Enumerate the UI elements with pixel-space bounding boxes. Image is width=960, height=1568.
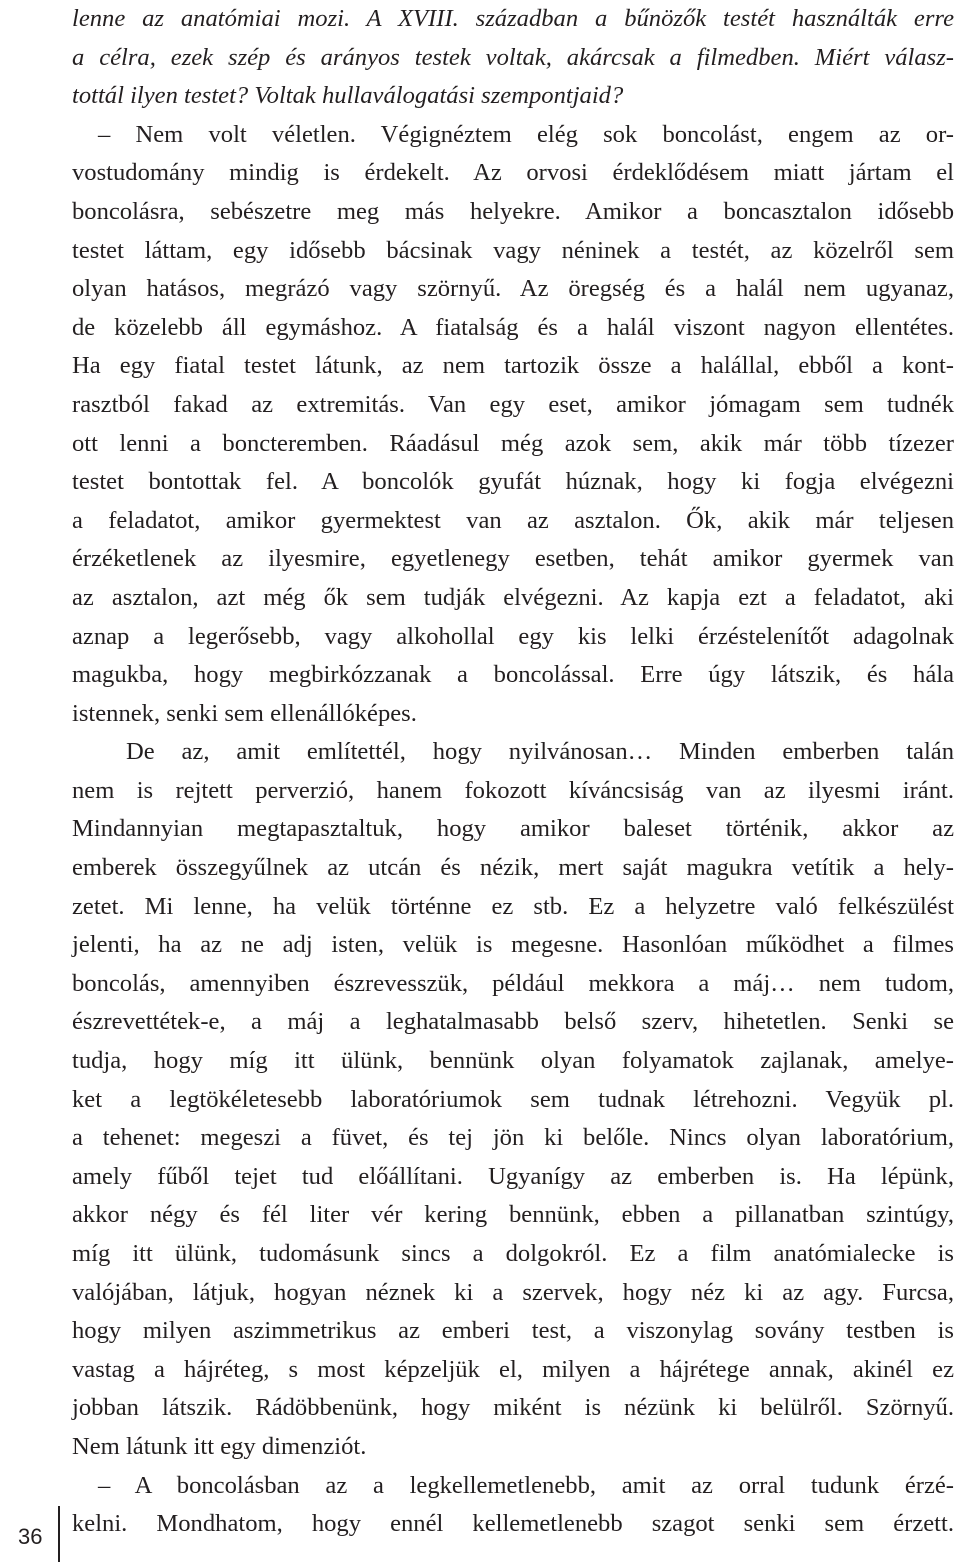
page-number-divider [58, 1506, 60, 1562]
text-line: aznap a legerősebb, vagy alkohollal egy kis lelki érzéstelenítőt adagolnak [72, 622, 954, 650]
text-line: Ha egy fiatal testet látunk, az nem tartozik össze a halállal, ebből a kont- [72, 352, 954, 380]
text-line: tudja, hogy míg itt ülünk, bennünk olyan folyamatok zajlanak, amelye- [72, 1047, 954, 1075]
page-number: 36 [18, 1524, 43, 1549]
book-page [72, 0, 954, 1568]
text-line: akkor négy és fél liter vér kering bennünk, ebben a pillanatban szintúgy, [72, 1201, 954, 1229]
text-line: ott lenni a boncteremben. Ráadásul még azok sem, akik már több tízezer [72, 429, 954, 457]
text-line: boncolásra, sebészetre meg más helyekre. Amikor a boncasztalon idősebb [72, 197, 954, 225]
text-line: – A boncolásban az a legkellemetlenebb, amit az orral tudunk érzé- [98, 1471, 954, 1499]
text-line: a feladatot, amikor gyermektest van az asztalon. Ők, akik már teljesen [72, 506, 954, 534]
text-line: a célra, ezek szép és arányos testek voltak, akárcsak a filmedben. Miért válasz- [72, 43, 954, 71]
text-line: jobban látszik. Rádöbbenünk, hogy miként is nézünk ki belülről. Szörnyű. [72, 1394, 954, 1422]
text-line: kelni. Mondhatom, hogy ennél kellemetlenebb szagot senki sem érzett. [72, 1510, 954, 1538]
text-line: – Nem volt véletlen. Végignéztem elég sok boncolást, engem az or- [98, 120, 954, 148]
text-line: vastag a hájréteg, s most képzeljük el, milyen a hájrétege annak, akinél ez [72, 1355, 954, 1383]
page-body-text [72, 0, 954, 1544]
text-line: lenne az anatómiai mozi. A XVIII. században a bűnözők testét használták erre [72, 5, 954, 32]
text-line: észrevettétek-e, a máj a leghatalmasabb belső szerv, hihetetlen. Senki se [72, 1008, 954, 1036]
text-line: ket a legtökéletesebb laboratóriumok sem tudnak létrehozni. Vegyük pl. [72, 1085, 954, 1113]
text-line: nem is rejtett perverzió, hanem fokozott kíváncsiság van az ilyesmi iránt. [72, 776, 954, 804]
text-line: míg itt ülünk, tudomásunk sincs a dolgokról. Ez a film anatómialecke is [72, 1240, 954, 1267]
text-line: magukba, hogy megbirkózzanak a boncolással. Erre úgy látszik, és hála [72, 661, 954, 689]
text-line: istennek, senki sem ellenállóképes. [72, 699, 417, 727]
text-line: amely fűből tejet tud előállítani. Ugyanígy az emberben is. Ha lépünk, [72, 1162, 954, 1190]
text-line: az asztalon, azt még ők sem tudják elvégezni. Az kapja ezt a feladatot, aki [72, 583, 954, 611]
text-line: érzéketlenek az ilyesmire, egyetlenegy esetben, tehát amikor gyermek van [72, 545, 954, 573]
text-line: valójában, látjuk, hogyan néznek ki a szervek, hogy néz ki az agy. Furcsa, [72, 1278, 954, 1306]
text-line: testet láttam, egy idősebb bácsinak vagy néninek a testét, az közelről sem [72, 236, 954, 264]
text-line: emberek összegyűlnek az utcán és nézik, mert saját magukra vetítik a hely- [72, 854, 954, 882]
text-line: rasztból fakad az extremitás. Van egy eset, amikor jómagam sem tudnék [72, 390, 954, 418]
text-line: de közelebb áll egymáshoz. A fiatalság és a halál viszont nagyon ellentétes. [72, 313, 954, 341]
text-line: zetet. Mi lenne, ha velük történne ez stb. Ez a helyzetre való felkészülést [72, 892, 954, 920]
text-line: jelenti, ha az ne adj isten, velük is megesne. Hasonlóan működhet a filmes [72, 931, 954, 959]
text-line: boncolás, amennyiben észrevesszük, például mekkora a máj… nem tudom, [72, 969, 954, 997]
text-line: a tehenet: megeszi a füvet, és tej jön ki belőle. Nincs olyan laboratórium, [72, 1124, 954, 1152]
text-line: Mindannyian megtapasztaltuk, hogy amikor baleset történik, akkor az [72, 815, 954, 843]
text-line: De az, amit említettél, hogy nyilvánosan… Minden emberben talán [126, 738, 954, 766]
text-line: tottál ilyen testet? Voltak hullaválogatási szempontjaid? [72, 82, 624, 110]
text-line: hogy milyen aszimmetrikus az emberi test, a viszonylag sovány testben is [72, 1317, 954, 1345]
text-line: vostudomány mindig is érdekelt. Az orvosi érdeklődésem miatt jártam el [72, 159, 954, 187]
text-line: Nem látunk itt egy dimenziót. [72, 1432, 367, 1460]
text-line: olyan hatásos, megrázó vagy szörnyű. Az öregség és a halál nem ugyanaz, [72, 275, 954, 303]
text-line: testet bontottak fel. A boncolók gyufát húznak, hogy ki fogja elvégezni [72, 468, 954, 496]
